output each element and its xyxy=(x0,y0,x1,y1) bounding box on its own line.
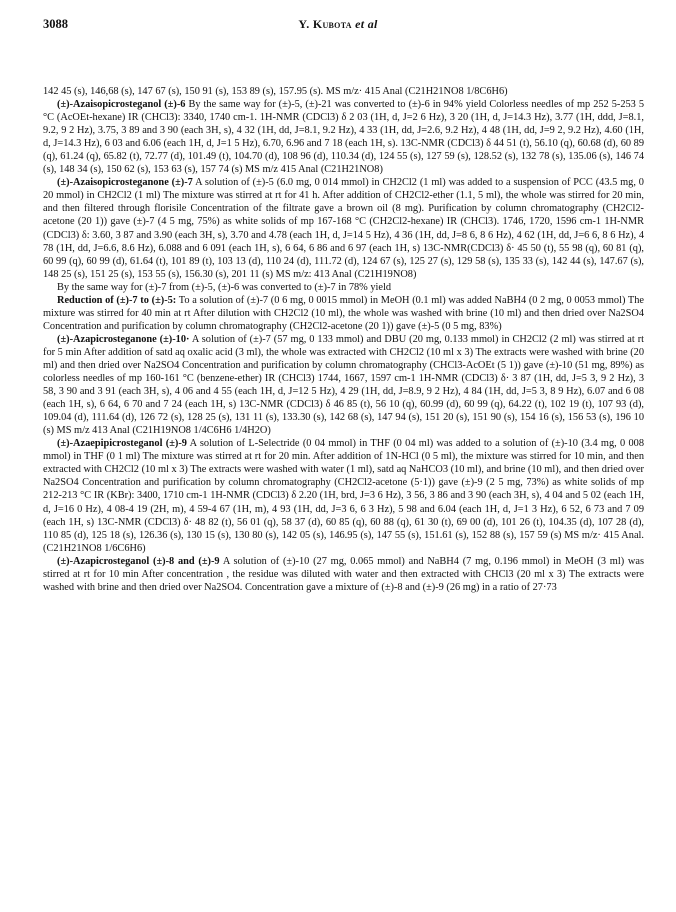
paragraph-conversion-note xyxy=(43,281,644,294)
article-body xyxy=(43,85,644,594)
paragraph-azaisopicrosteganone xyxy=(43,176,644,280)
running-head-etal: et al xyxy=(355,17,378,31)
paragraph-text: By the same way for (±)-7 from (±)-5, (±)-6 was converted to (±)-7 in 78% yield xyxy=(57,281,392,293)
page-header xyxy=(0,17,676,37)
running-head xyxy=(0,17,676,32)
paragraph-azaepipicrosteganol xyxy=(43,437,644,554)
paragraph-spectral-continuation xyxy=(43,85,644,98)
paragraph-text: A solution of (±)-7 (57 mg, 0 133 mmol) and DBU (20 mg, 0.133 mmol) in CH2Cl2 (2 ml) was stirred at rt for 5 min After addition of satd aq oxalic acid (3 ml), the whole was extracted with CH2Cl2 (10 ml x 3) The extracts were washed with brine (20 ml) and then dried over Na2SO4 Concentration and purification by column chromatography (CHCl3-AcOEt (5 1)) gave (±)-10 (51 mg, 89%) as colorless needles of mp 160-161 °C (benzene-ether) IR (CHCl3) 1744, 1667, 1597 cm-1 1H-NMR (CDCl3) δ· 3 87 (1H, dd, J=5 3, 9 2 Hz), 3 58, 3 90 and 3 91 (each 3H, s), 4 06 and 4 55 (each 1H, d, J=12 5 Hz), 4 29 (1H, dd, J=8.9, 9 2 Hz), 4 84 (1H, dd, J=5 3, 8 9 Hz), 6.07 and 6 08 (each 1H, s), 6 64, 6 70 and 7 24 (each 1H, s) 13C-NMR (CDCl3) δ 46 85 (t), 56 10 (q), 60.99 (d), 60 99 (q), 64.22 (t), 102 19 (t), 107 93 (d), 109.04 (d), 111.64 (d), 126 72 (s), 128 25 (s), 131 11 (s), 133.30 (s), 142 68 (s), 147 94 (s), 151 20 (s), 151 90 (s), 154 16 (s), 156 53 (s), 196 10 (s) MS m/z 413 Anal (C21H19NO8 1/4C6H6 1/4H2O) xyxy=(43,333,645,437)
paragraph-azaisopicrosteganol xyxy=(43,98,644,176)
running-head-author: Y. Kubota xyxy=(298,17,352,31)
paragraph-text: 142 45 (s), 146,68 (s), 147 67 (s), 150 91 (s), 153 89 (s), 157.95 (s). MS m/z· 415 Anal (C21H21NO8 1/8C6H6) xyxy=(43,86,508,97)
page-number: 3088 xyxy=(43,17,68,31)
paragraph-text: A solution of L-Selectride (0 04 mmol) in THF (0 04 ml) was added to a solution of (±)-10 (3.4 mg, 0 008 mmol) in THF (0 1 ml) The mixture was stirred at rt for 20 min. After addition of 1N-HCl (0 5 ml), the mixture was stirred for 10 min, and then extracted with CH2Cl2 (10 ml x 3) The extracts were washed with water (1 ml), satd aq NaHCO3 (10 ml), and brine (10 ml), and then dried over Na2SO4 Concentration and purification by column chromatography (CH2Cl2-acetone (5·1)) gave (±)-9 (2 5 mg, 73%) as white solids of mp 212-213 °C IR (KBr): 3400, 1710 cm-1 1H-NMR (CDCl3) δ 2.20 (1H, brd, J=3 6 Hz), 3 56, 3 86 and 3 90 (each 3H, s), 4 04 and 5 02 (each 1H, d, J=16 0 Hz), 4 08-4 19 (2H, m), 4 59-4 67 (1H, m), 4 93 (1H, dd, J=3 6, 6 3 Hz), 5 98 and 6.04 (each 1H, d, J=1 3 Hz), 6 52, 6 73 and 7 09 (each 1H, s) 13C-NMR (CDCl3) δ· 48 82 (t), 56 01 (q), 58 37 (d), 60 85 (q), 60 88 (q), 61 30 (t), 69 00 (d), 101 26 (t), 104.35 (d), 107 28 (d), 110 85 (d), 125 18 (s), 126.36 (s), 130 15 (s), 130 80 (s), 142 05 (s), 146.95 (s), 147 55 (s), 151.61 (s), 152 88 (s), 157 59 (s) MS m/z· 415 Anal. (C21H21NO8 1/6C6H6) xyxy=(43,438,644,554)
paragraph-text: A solution of (±)-10 (27 mg, 0.065 mmol) and NaBH4 (7 mg, 0.196 mmol) in MeOH (3 ml) was stirred at rt for 10 min After concentration , the residue was diluted with water and then extracted with CHCl3 (20 ml x 3) The extracts were washed with brine and then dried over Na2SO4. Concentration gave a mixture of (±)-8 and (±)-9 (26 mg) in a ratio of 27·73 xyxy=(43,555,644,593)
paragraph-heading: (±)-Azaisopicrosteganol (±)-6 xyxy=(57,99,186,111)
paragraph-text: To a solution of (±)-7 (0 6 mg, 0 0015 mmol) in MeOH (0.1 ml) was added NaBH4 (0 2 mg, 0 0053 mmol) The mixture was stirred for 40 min at rt After dilution with CH2Cl2 (10 ml), the whole was washed with brine (10 ml) and then dried over Na2SO4 Concentration and purification by column chromatography (CH2Cl2-acetone (20 1)) gave (±)-5 (0 5 mg, 83%) xyxy=(43,294,644,332)
paragraph-heading: Reduction of (±)-7 to (±)-5: xyxy=(57,294,177,306)
paragraph-heading: (±)-Azapicrosteganol (±)-8 and (±)-9 xyxy=(57,555,220,567)
paragraph-heading: (±)-Azaepipicrosteganol (±)-9 xyxy=(57,438,187,450)
paragraph-azapicrosteganol xyxy=(43,555,644,594)
paragraph-heading: (±)-Azapicrosteganone (±)-10· xyxy=(57,333,190,345)
paragraph-heading: (±)-Azaisopicrosteganone (±)-7 xyxy=(57,177,193,189)
paragraph-text: A solution of (±)-5 (6.0 mg, 0 014 mmol) in CH2Cl2 (1 ml) was added to a suspension of PCC (43.5 mg, 0 20 mmol) in CH2Cl2 (1 ml) The mixture was stirred at rt for 41 h. After addition of CH2Cl2-ether (1.1, 5 ml), the whole was stirred for 20 min, and then filtered through florisile Concentration of the filtrate gave a brown oil (8 mg). Purification by column chromatography (CH2Cl2-acetone (20 1)) gave (±)-7 (4 5 mg, 75%) as white solids of mp 167-168 °C (CH2Cl2-hexane) IR (CHCl3). 1746, 1720, 1596 cm-1 1H-NMR (CDCl3) δ: 3.60, 3 87 and 3.90 (each 3H, s), 3.70 and 4.78 (each 1H, d, J=14 5 Hz), 4 36 (1H, dd, J=8 6, 8 6 Hz), 4 62 (1H, dd, J=6 6, 8 6 Hz), 4 78 (1H, dd, J=6.6, 8.6 Hz), 6.088 and 6 091 (each 1H, s), 6 64, 6 86 and 6 97 (each 1H, s) 13C-NMR(CDCl3) δ· 45 50 (t), 55 98 (q), 60 81 (q), 60 99 (q), 60 99 (d), 61.64 (t), 101 89 (t), 103 13 (d), 110 24 (d), 111.72 (d), 124 67 (s), 125 27 (s), 129 58 (s), 135 33 (s), 142 44 (s), 147.67 (s), 148 25 (s), 151 25 (s), 153 55 (s), 156.30 (s), 201 11 (s) MS m/z: 413 Anal (C21H19NO8) xyxy=(43,177,644,280)
paragraph-reduction xyxy=(43,294,644,333)
paragraph-text: By the same way for (±)-5, (±)-21 was converted to (±)-6 in 94% yield Colorless needles of mp 252 5-253 5 °C (AcOEt-hexane) IR (CHCl3): 3340, 1740 cm-1. 1H-NMR (CDCl3) δ 2 03 (1H, d, J=2 6 Hz), 3 20 (1H, d, J=14.3 Hz), 3.77 (1H, ddd, J=8.1, 9.2, 9 2 Hz), 3.75, 3 89 and 3 90 (each 3H, s), 4 32 (1H, dd, J=8.1, 9.2 Hz), 4 33 (1H, dd, J=2.6, 9.2 Hz), 4 48 (1H, dd, J=9 2, 9.2 Hz), 4.60 (1H, d, J=14.3 Hz), 6 03 and 6.06 (each 1H, d, J=1 5 Hz), 6.70, 6.96 and 7 18 (each 1H, s). 13C-NMR (CDCl3) δ 44 51 (t), 56.10 (q), 60.68 (d), 60 89 (q), 61.24 (q), 65.82 (t), 72.77 (d), 101.49 (t), 104.70 (d), 108 96 (d), 110.34 (d), 124 55 (s), 127 59 (s), 128.52 (s), 132 78 (s), 135.06 (s), 146 74 (s), 148 34 (s), 150 62 (s), 153 63 (s), 157 74 (s) MS m/z 415 Anal (C21H21NO8) xyxy=(43,99,644,176)
paragraph-azapicrosteganone xyxy=(43,333,644,437)
